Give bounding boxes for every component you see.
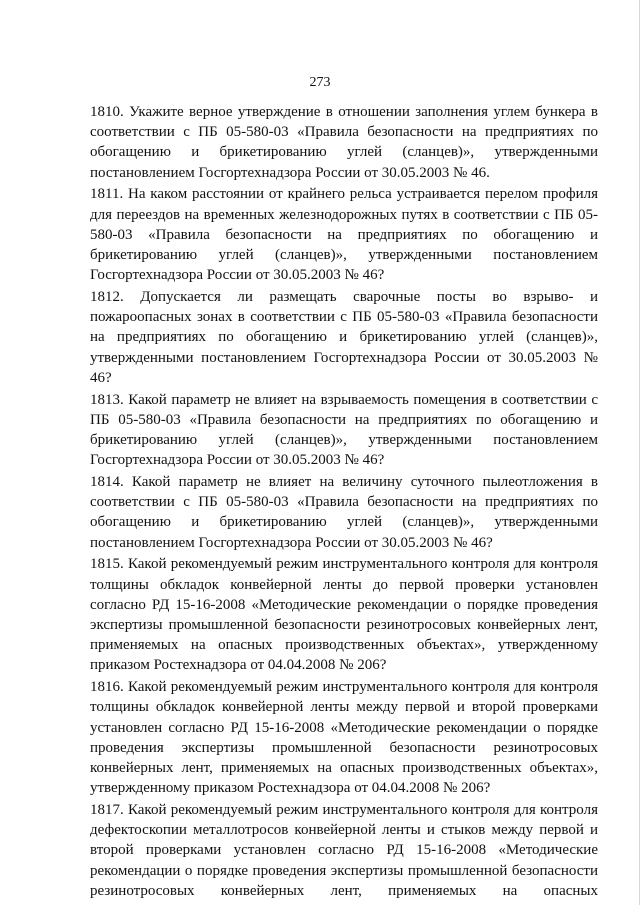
question-1817: 1817. Какой рекомендуемый режим инструментального контроля для контроля дефектоскопии металлотросов конвейерной ленты и стыков между первой и второй проверками установлен согласно РД 15-16-2008 «Методические рекомендации о порядке проведения экспертизы промышленной безопасности резинотросовых конвейерных лент, применяемых на опасных: [90, 802, 598, 899]
page-number: 273: [309, 75, 331, 90]
question-1814: 1814. Какой параметр не влияет на величину суточного пылеотложения в соответствии с ПБ 05-580-03 «Правила безопасности на предприятиях по обогащению и брикетированию углей (сланцев)», утвержденными постановлением Госгортехнадзора России от 30.05.2003 № 46?: [90, 474, 598, 551]
question-1811: 1811. На каком расстоянии от крайнего рельса устраивается перелом профиля для переездов на временных железнодорожных путях в соответствии с ПБ 05-580-03 «Правила безопасности на предприятиях по обогащению и брикетированию углей (сланцев)», утвержденными постановлением Госгортехнадзора России от 30.05.2003 № 46?: [90, 186, 598, 284]
question-list: [90, 102, 598, 903]
question-1810: 1810. Укажите верное утверждение в отношении заполнения углем бункера в соответствии с ПБ 05-580-03 «Правила безопасности на предприятиях по обогащению и брикетированию углей (сланцев)», утвержденными постановлением Госгортехнадзора России от 30.05.2003 № 46.: [90, 104, 598, 181]
question-1816: 1816. Какой рекомендуемый режим инструментального контроля для контроля толщины обкладок конвейерной ленты между первой и второй проверками установлен согласно РД 15-16-2008 «Методические рекомендации о порядке проведения экспертизы промышленной безопасности резинотросовых конвейерных лент, применяемых на опасных производственных объектах», утвержденному приказом Ростехнадзора от 04.04.2008 № 206?: [90, 679, 598, 797]
question-1813: 1813. Какой параметр не влияет на взрываемость помещения в соответствии с ПБ 05-580-03 «Правила безопасности на предприятиях по обогащению и брикетированию углей (сланцев)», утвержденными постановлением Госгортехнадзора России от 30.05.2003 № 46?: [90, 391, 598, 469]
question-1812: 1812. Допускается ли размещать сварочные посты во взрыво- и пожароопасных зонах в соответствии с ПБ 05-580-03 «Правила безопасности на предприятиях по обогащению и брикетированию углей (сланцев)», утвержденными постановлением Госгортехнадзора России от 30.05.2003 № 46?: [90, 289, 598, 386]
question-1815: 1815. Какой рекомендуемый режим инструментального контроля для контроля толщины обкладок конвейерной ленты до первой проверки установлен согласно РД 15-16-2008 «Методические рекомендации о порядке проведения экспертизы промышленной безопасности резинотросовых конвейерных лент, применяемых на опасных производственных объектах», утвержденному приказом Ростехнадзора от 04.04.2008 № 206?: [90, 556, 598, 674]
